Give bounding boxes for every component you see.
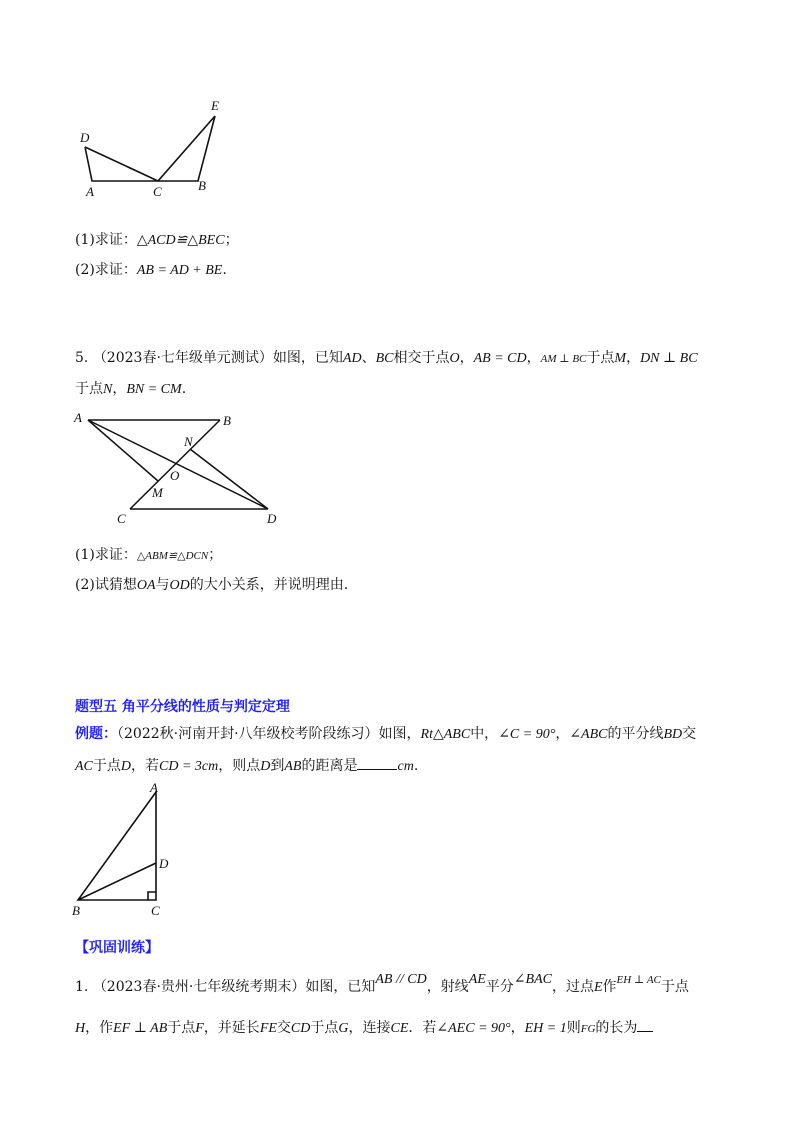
example-text: 交 [682,726,697,742]
label-b: B [223,413,231,428]
practice-title: 【巩固训练】 [75,940,159,956]
example-text: 到 [270,758,285,774]
answer-blank[interactable] [357,755,397,770]
q1-math-parallel: AB // CD [375,972,427,987]
section-title: 题型五 角平分线的性质与判定定理 [75,699,290,715]
example-math-ac: AC [75,759,93,774]
q4-part1-prefix: (1)求证： [75,232,137,248]
q1-math-eh: EH = 1 [524,1021,567,1036]
q5-text: 于点 [586,350,615,366]
q1-math-ef-ab: EF ⊥ AB [113,1021,168,1036]
q5-line2 [75,379,186,400]
q5-math-ad: AD [342,351,362,366]
q4-part2 [75,260,227,281]
q1-number: 1. [75,979,89,995]
q5-text: 、 [361,350,376,366]
figure-q5-lines [88,420,268,509]
example-text: ， [555,726,570,742]
q5-part2-text: 的大小关系，并说明理由. [189,577,349,593]
q4-part1 [75,230,239,251]
q1-text: ，作 [85,1020,114,1036]
answer-blank[interactable] [637,1017,653,1032]
figure-right-triangle [68,780,188,920]
q1-text: 于点 [167,1020,196,1036]
q1-text: ．若 [408,1020,437,1036]
example-math-d: D [120,759,132,774]
q1-math-fe: FE [259,1021,277,1036]
label-b: B [198,178,206,193]
q4-part2-prefix: (2)求证： [75,262,137,278]
example-text: 中， [470,726,499,742]
example-math-cd: CD = 3cm [159,759,219,774]
label-d: D [80,130,90,145]
q5-part2 [75,575,348,596]
q5-part1 [75,545,222,566]
label-c: C [117,511,126,526]
q5-part1-math: △ABM≌△DCN [136,550,209,562]
q5-math-n: N [103,382,113,397]
q1-math-e: E [593,980,603,995]
q1-text: ，连接 [348,1020,391,1036]
figure-q5 [70,405,295,530]
q5-line1 [75,348,698,369]
label-d: D [159,856,169,871]
q1-text: 平分 [485,979,514,995]
q1-text: ，过点 [551,979,594,995]
q1-text: 的长为 [595,1020,638,1036]
q5-math-am-bc: AM ⊥ BC [540,353,587,365]
example-math-angle-abc: ∠ABC [569,727,608,742]
q5-math-o: O [449,351,460,366]
label-a: A [74,410,82,425]
q1-text: 则 [566,1020,581,1036]
q5-math-ab-cd: AB = CD [473,351,527,366]
q1-line2 [75,1017,653,1039]
q1-math-ce: CE [390,1021,409,1036]
example-text: ，若 [131,758,160,774]
q5-part1-prefix: (1)求证： [75,547,137,563]
q1-math-cd: CD [290,1021,311,1036]
q1-math-angle-bac: ∠BAC [513,972,552,987]
q5-part2-od: OD [169,578,190,593]
q5-text: ， [459,350,474,366]
triangle-lines [78,792,156,900]
label-c: C [153,184,162,199]
example-math-d: D [260,759,271,774]
q1-math-ae: AE [468,972,486,987]
q1-math-h: H [75,1021,86,1036]
example-text: . [413,758,419,774]
q5-math-dn-bc: DN ⊥ BC [640,351,698,366]
q1-text: 于点 [310,1020,339,1036]
q5-text: 于点 [75,381,103,397]
q5-math-bn-cm: BN = CM [126,382,182,397]
example-text: ，则点 [218,758,261,774]
example-text: 的平分线 [607,726,664,742]
example-line2 [75,755,418,777]
q1-math-fg: FG [580,1023,596,1035]
label-d: D [267,511,277,526]
q1-text: （2023春·贵州·七年级统考期末）如图，已知 [92,979,376,995]
example-line1 [75,724,696,745]
example-math-rt: Rt△ABC [420,727,471,742]
example-math-ab: AB [284,759,302,774]
q1-math-angle-aec: ∠AEC = 90° [436,1021,511,1036]
q5-text: 相交于点 [393,350,450,366]
q1-text: 于点 [660,979,689,995]
q5-text: ， [112,381,127,397]
q4-part2-math: AB = AD + BE [136,263,223,278]
example-text: （2022秋·河南开封·八年级校考阶段练习）如图， [117,726,421,742]
q1-line1 [75,972,689,998]
q1-text: 交 [276,1020,291,1036]
example-text: 的距离是 [301,758,358,774]
q5-text: ， [626,350,641,366]
label-c: C [151,903,160,918]
q1-math-eh-ac: EH ⊥ AC [616,974,661,986]
label-a: A [150,780,158,795]
label-a: A [86,184,94,199]
label-o: O [170,468,180,483]
q1-text: ， [510,1020,525,1036]
q5-text: . [181,381,187,397]
figure-acd-bec [70,95,230,205]
q4-part1-suffix: ； [224,232,239,248]
q5-part2-text: 与 [155,577,170,593]
q1-text: ，并延长 [203,1020,260,1036]
q1-text: 作 [602,979,617,995]
q5-number: 5. [75,350,89,366]
label-n: N [184,434,193,449]
example-label: 例题： [75,726,117,742]
label-b: B [72,903,80,918]
example-math-angle-c: ∠C = 90° [498,727,556,742]
q4-part2-suffix: . [222,262,227,278]
q5-math-m: M [614,351,627,366]
q5-text: ， [526,350,541,366]
q5-math-bc: BC [375,351,394,366]
label-e: E [211,98,219,113]
label-m: M [152,485,163,500]
example-unit: cm [397,759,414,774]
q1-math-f: F [195,1021,204,1036]
q4-part1-math: △ACD≌△BEC [136,233,225,248]
example-math-bd: BD [663,727,683,742]
q5-part1-suffix: ； [208,547,223,563]
example-text: 于点 [92,758,121,774]
q1-text: ，射线 [426,979,469,995]
q5-source: （2023春·七年级单元测试）如图，已知 [92,350,343,366]
figure-lines [85,116,215,181]
q1-math-g: G [338,1021,349,1036]
q5-part2-text: (2)试猜想 [75,577,137,593]
q5-part2-oa: OA [136,578,156,593]
